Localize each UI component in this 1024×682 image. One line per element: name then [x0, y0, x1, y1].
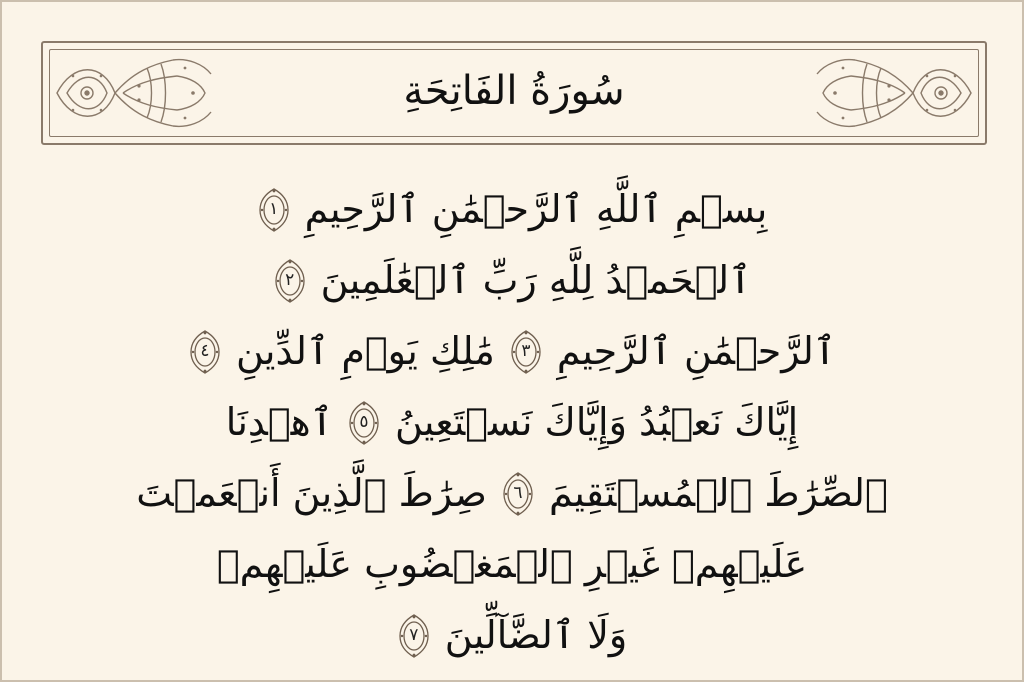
verse-lines — [62, 174, 962, 671]
ayah-end-marker — [501, 471, 535, 517]
verse-line — [62, 316, 962, 387]
ayah-end-marker — [509, 329, 543, 375]
arabesque-ornament-icon — [53, 52, 217, 134]
verse-line — [62, 600, 962, 671]
surah-header-banner — [41, 41, 987, 145]
ayah-number: ٦ — [513, 483, 523, 503]
verse-text: ٱهۡدِنَا — [225, 400, 333, 444]
ayah-number: ٧ — [409, 625, 419, 645]
verse-text: إِيَّاكَ نَعۡبُدُ وَإِيَّاكَ نَسۡتَعِينُ — [394, 400, 799, 444]
verse-line — [62, 174, 962, 245]
verse-text: بِسۡمِ ٱللَّهِ ٱلرَّحۡمَٰنِ ٱلرَّحِيمِ — [304, 187, 768, 231]
verse-text: صِرَٰطَ ٱلَّذِينَ أَنۡعَمۡتَ — [136, 471, 487, 515]
ayah-end-marker — [273, 258, 307, 304]
verse-line — [62, 458, 962, 529]
verse-text: ٱلۡحَمۡدُ لِلَّهِ رَبِّ ٱلۡعَٰلَمِينَ — [320, 258, 752, 302]
verse-text: ٱلصِّرَٰطَ ٱلۡمُسۡتَقِيمَ — [548, 471, 888, 515]
arabesque-ornament-icon — [811, 52, 975, 134]
ayah-number: ٢ — [285, 270, 295, 290]
ayah-number: ٥ — [359, 412, 369, 432]
ayah-end-marker — [397, 613, 431, 659]
surah-title: سُورَةُ الفَاتِحَةِ — [403, 68, 625, 114]
ayah-end-marker — [347, 400, 381, 446]
verse-text: ٱلرَّحۡمَٰنِ ٱلرَّحِيمِ — [556, 329, 837, 373]
verse-text: عَلَيۡهِمۡ غَيۡرِ ٱلۡمَغۡضُوبِ عَلَيۡهِمۡ — [216, 542, 808, 586]
ayah-end-marker — [257, 187, 291, 233]
ayah-number: ٣ — [521, 341, 531, 361]
ayah-end-marker — [188, 329, 222, 375]
verse-line — [62, 387, 962, 458]
verse-line — [62, 529, 962, 600]
verse-text: مَٰلِكِ يَوۡمِ ٱلدِّينِ — [235, 329, 495, 373]
ayah-number: ٤ — [200, 341, 210, 361]
ayah-number: ١ — [269, 199, 279, 219]
verse-text: وَلَا ٱلضَّآلِّينَ — [444, 613, 628, 657]
verse-line — [62, 245, 962, 316]
